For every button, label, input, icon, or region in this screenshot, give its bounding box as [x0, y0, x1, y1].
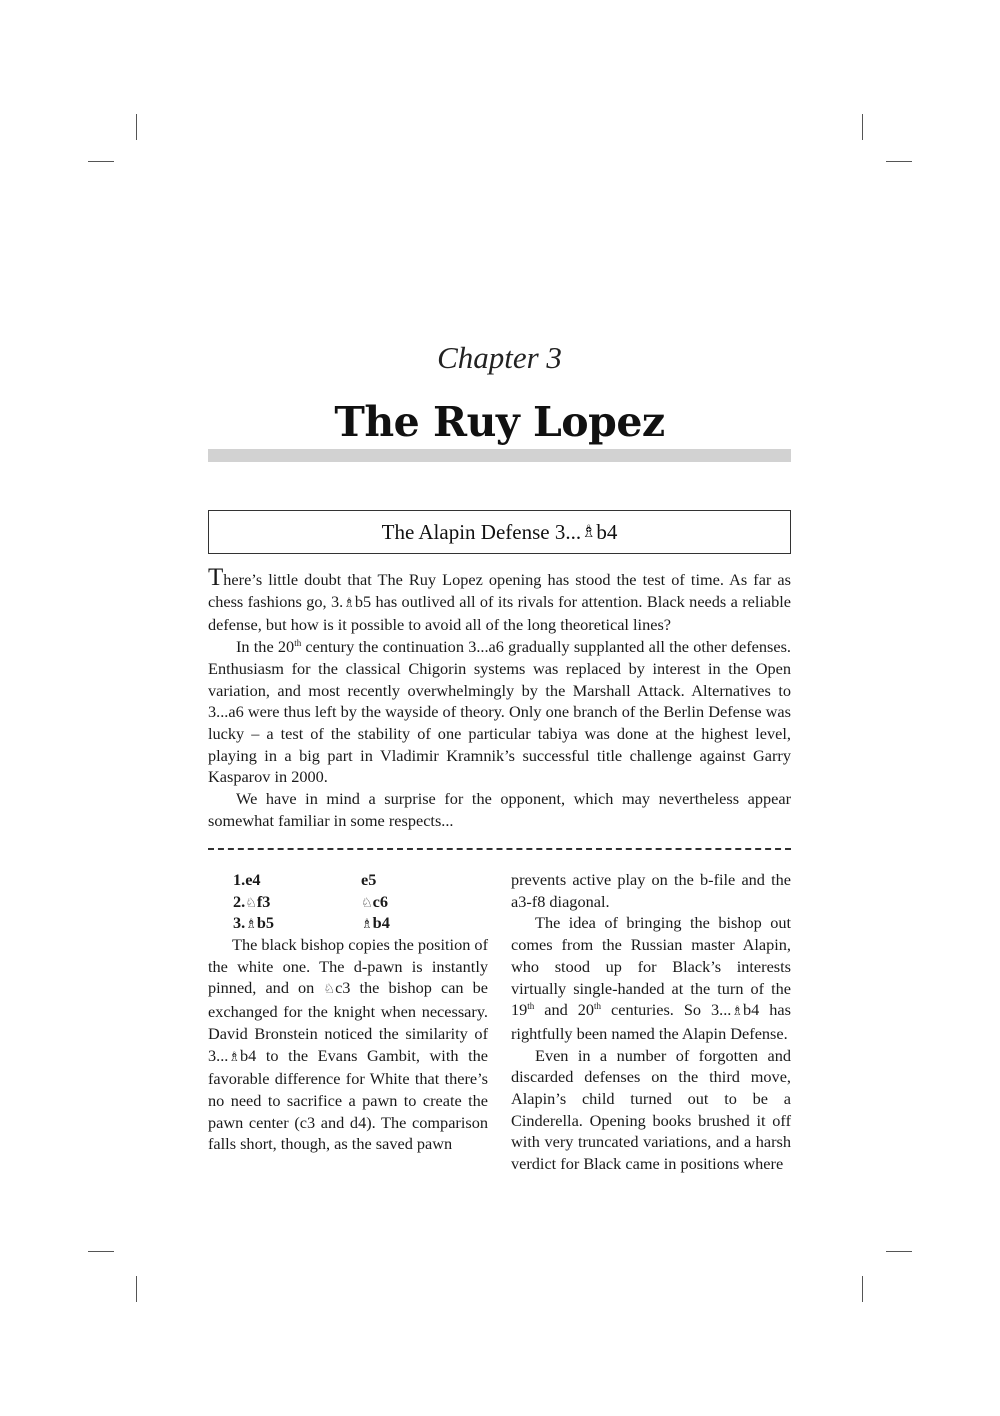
crop-mark-top-left-horizontal: [88, 161, 114, 162]
intro-paragraph-1: [208, 564, 792, 636]
right-column: [511, 869, 791, 1175]
superscript: th: [294, 638, 302, 649]
superscript: th: [527, 1001, 535, 1012]
crop-mark-top-right-vertical: [862, 114, 863, 140]
black-move: ♗b4: [361, 912, 390, 934]
dashed-divider: [208, 848, 791, 850]
white-move: 2.♘f3: [233, 891, 361, 913]
right-col-text-a: The idea of bringing the bishop out comes from the Russian master Alapin, who stood up for Black’s interests virtually single-handed at the turn of the 19: [511, 913, 791, 1020]
section-title-prefix: The Alapin Defense 3...: [381, 519, 582, 544]
move-list: [233, 869, 488, 934]
left-col-text-a: The black bishop copies the position of the white one. The d-pawn is instantly pinned, and on: [208, 935, 488, 998]
section-title-suffix: b4: [596, 519, 618, 544]
bishop-icon: ♗: [343, 595, 355, 611]
right-column-paragraph-1: prevents active play on the b-file and the a3-f8 diagonal.: [511, 870, 791, 911]
intro-p1-text-a: here’s little doubt that The Ruy Lopez opening has stood the test of time. As far as chess fashions go, 3.: [208, 570, 791, 611]
crop-mark-top-left-vertical: [136, 114, 137, 140]
right-column-paragraph-3: Even in a number of forgotten and discarded defenses on the third move, Alapin’s child turned out to be a Cinderella. Opening books brushed it off with very truncated variations, and a harsh verdict for Black came in positions where: [511, 1045, 791, 1174]
drop-cap: T: [208, 564, 224, 591]
move-row: [233, 912, 488, 934]
bishop-icon: ♗: [731, 1004, 744, 1020]
left-col-text-b: c3 the bishop can be exchanged for the knight when necessary. David Bronstein noticed the similarity of 3...: [208, 978, 489, 1065]
black-move: e5: [361, 870, 377, 889]
bishop-icon: ♗: [245, 917, 257, 933]
intro-p2-text-b: century the continuation 3...a6 gradually supplanted all the other defenses. Enthusiasm for the classical Chigorin systems was replaced by interest in the Open variation, and most recently overwhelmingly by the Marshall Attack. Alternatives to 3...a6 were thus left by the wayside of theory. Only one branch of the Berlin Defense was lucky – a test of the stability of one particular tabiya was done at the highest level, playing in a big part in Vladimir Kramnik’s successful title challenge against Garry Kasparov in 2000.: [208, 637, 791, 787]
left-col-text-c: b4 to the Evans Gambit, with the favorable difference for White that there’s no need to sacrifice a pawn to create the pawn center (c3 and d4). The comparison falls short, though, as the saved pawn: [208, 1045, 488, 1154]
knight-icon: ♘: [361, 895, 373, 911]
chapter-label: Chapter 3: [437, 340, 562, 375]
intro-text: [208, 564, 792, 831]
intro-paragraph-2: [208, 636, 791, 788]
right-col-text-d: b4 has rightfully been named the Alapin Defense.: [511, 1000, 791, 1043]
intro-p2-text-a: In the 20: [236, 637, 295, 657]
white-move: 3.♗b5: [233, 912, 361, 934]
bishop-icon: ♗: [361, 917, 373, 933]
chapter-title: The Ruy Lopez: [334, 398, 665, 446]
knight-icon: ♘: [323, 982, 336, 998]
right-column-paragraph-2: [511, 912, 791, 1044]
bishop-icon: ♗: [581, 522, 597, 542]
title-underline-bar: [208, 449, 791, 462]
crop-mark-bottom-right-horizontal: [886, 1251, 912, 1252]
right-col-text-c: centuries. So 3...: [601, 1000, 732, 1020]
section-title-box: [208, 510, 791, 554]
move-row: [233, 869, 488, 891]
knight-icon: ♘: [245, 895, 257, 911]
superscript: th: [594, 1001, 602, 1012]
crop-mark-bottom-left-horizontal: [88, 1251, 114, 1252]
black-move: ♘c6: [361, 891, 388, 913]
move-row: [233, 891, 488, 913]
left-column-paragraph: [208, 934, 488, 1155]
left-column: [208, 869, 488, 1155]
crop-mark-bottom-left-vertical: [136, 1276, 137, 1302]
bishop-icon: ♗: [228, 1049, 241, 1065]
right-col-text-b: and 20: [534, 1000, 595, 1020]
intro-p1-text-b: b5 has outlived all of its rivals for attention. Black needs a reliable defense, but how is it possible to avoid all of the long theoretical lines?: [208, 591, 792, 635]
crop-mark-bottom-right-vertical: [862, 1276, 863, 1302]
white-move: 1.e4: [233, 870, 261, 889]
crop-mark-top-right-horizontal: [886, 161, 912, 162]
intro-paragraph-3: We have in mind a surprise for the opponent, which may nevertheless appear somewhat familiar in some respects...: [208, 789, 791, 830]
